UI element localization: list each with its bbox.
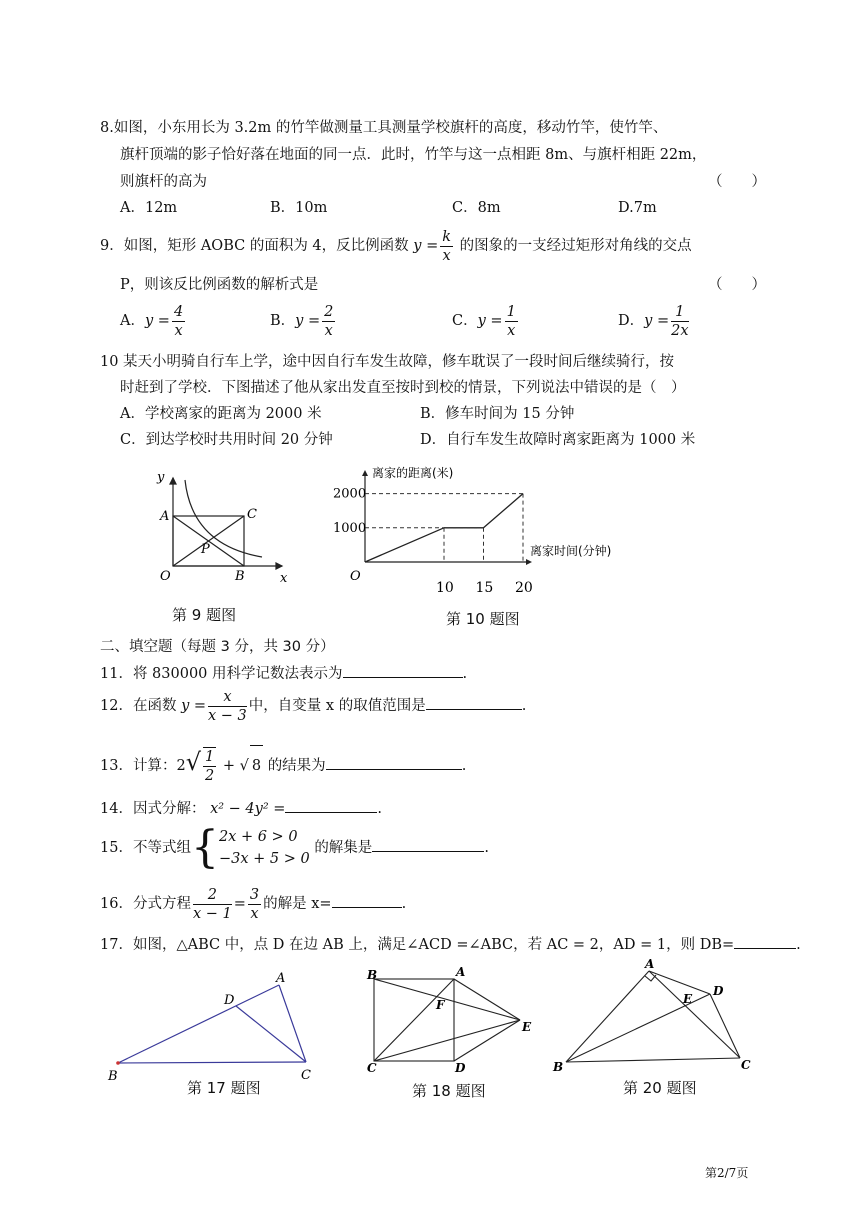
- fig18-label-b: B: [367, 968, 378, 982]
- fig9-label-b: B: [235, 569, 245, 584]
- q16-eq: =: [233, 896, 246, 912]
- q17-text: 17．如图，△ABC 中，点 D 在边 AB 上，满足∠ACD =∠ABC，若 AC = 2，AD = 1，则 DB=: [100, 937, 735, 953]
- q11-end: .: [462, 666, 468, 682]
- fig17-label-d: D: [224, 993, 235, 1008]
- q10-option-b: B．修车时间为 15 分钟: [420, 406, 575, 422]
- q8-option-a: A．12m: [120, 200, 178, 216]
- option-num: 1: [671, 303, 688, 322]
- fig20-label-a: A: [645, 957, 655, 971]
- option-num: 4: [173, 303, 184, 320]
- q13-coef: 2: [176, 758, 186, 774]
- fig17-label-a: A: [276, 971, 286, 986]
- sqrt-sign-icon: √: [239, 758, 249, 774]
- q12-post: 中，自变量 x 的取值范围是: [248, 698, 426, 714]
- y-tick-label: 2000: [333, 486, 367, 502]
- fig20-segment-ad: [649, 971, 710, 994]
- q16-pre: 16．分式方程: [100, 896, 191, 912]
- q9-func-num: k: [442, 228, 452, 245]
- fig9-label-x: x: [280, 571, 288, 586]
- q8-line1: 8.如图，小东用长为 3.2m 的竹竿做测量工具测量学校旗杆的高度，移动竹竿，使竹竿、: [100, 120, 668, 136]
- fig17-label-b: B: [108, 1069, 118, 1084]
- section-2-heading: 二、填空题（每题 3 分，共 30 分）: [100, 639, 335, 655]
- q15-eq2: −3x + 5 > 0: [218, 851, 310, 867]
- fig20-segment-dc: [710, 994, 740, 1058]
- q9-func-lhs: y =: [413, 238, 439, 254]
- fig18-label-c: C: [367, 1061, 377, 1075]
- fig20-side-ba: [566, 971, 649, 1062]
- q15-eq1: 2x + 6 > 0: [218, 829, 298, 845]
- fig9-caption: 第 9 题图: [172, 606, 237, 624]
- option-den: x: [507, 322, 516, 339]
- q16-num1: 2: [193, 886, 232, 905]
- q9-answer-paren: （ ）: [708, 277, 766, 293]
- fig17-label-c: C: [301, 1068, 311, 1083]
- q8-option-c: C．8m: [452, 200, 501, 216]
- q13-post: 的结果为: [267, 758, 326, 774]
- fig18-caption: 第 18 题图: [412, 1082, 486, 1100]
- q12-pre: 12．在函数: [100, 698, 177, 714]
- page-number: 第2/7页: [705, 1166, 749, 1180]
- option-den: x: [324, 322, 333, 339]
- fig20-caption: 第 20 题图: [623, 1079, 697, 1097]
- fig20-side-bc: [566, 1058, 740, 1062]
- chart-xlabel: 离家时间(分钟): [530, 544, 612, 558]
- chart-ylabel: 离家的距离(米): [372, 466, 454, 480]
- fig20-side-ac: [649, 971, 740, 1058]
- q13-plus: +: [222, 758, 235, 774]
- q16-den1: x − 1: [192, 905, 232, 922]
- q8-option-d: D.7m: [618, 200, 657, 216]
- option-den: 2x: [671, 322, 689, 339]
- q14-pre: 14．因式分解：: [100, 801, 206, 817]
- option-lhs: y =: [295, 313, 321, 329]
- fig18-label-a: A: [456, 965, 466, 979]
- fig18-label-d: D: [455, 1061, 466, 1075]
- q12-num: x: [208, 688, 247, 707]
- option-label: C．: [452, 313, 478, 329]
- q17-end: .: [796, 937, 801, 953]
- fig20-label-b: B: [553, 1060, 564, 1074]
- q16-den2: x: [250, 905, 259, 922]
- chart-origin: O: [350, 569, 361, 584]
- q13-den: 2: [204, 768, 215, 784]
- q11-text: 11．将 830000 用科学记数法表示为: [100, 666, 343, 682]
- q15-end: .: [484, 840, 489, 856]
- option-lhs: y =: [477, 313, 503, 329]
- q12-lhs: y =: [181, 698, 207, 714]
- q10-line2: 时赶到了学校．下图描述了他从家出发直至按时到校的情景，下列说法中错误的是（ ）: [120, 380, 686, 396]
- option-lhs: y =: [144, 313, 170, 329]
- q14-expr: x² − 4y² =: [210, 801, 286, 817]
- fig20-label-c: C: [741, 1058, 751, 1072]
- q16-end: .: [401, 896, 407, 912]
- q8-line2: 旗杆顶端的影子恰好落在地面的同一点．此时，竹竿与这一点相距 8m、与旗杆相距 22m，: [120, 147, 707, 163]
- fig20-label-d: D: [713, 984, 724, 998]
- fig18-label-f: F: [436, 998, 445, 1012]
- q10-option-c: C．到达学校时共用时间 20 分钟: [120, 432, 333, 448]
- option-label: B．: [270, 313, 296, 329]
- fig9-label-o: O: [160, 569, 171, 584]
- fig18-label-e: E: [522, 1020, 532, 1034]
- q8-line3: 则旗杆的高为: [120, 174, 207, 190]
- q10-option-a: A．学校离家的距离为 2000 米: [120, 406, 322, 422]
- q15-pre: 15．不等式组: [100, 840, 191, 856]
- option-label: A．: [120, 313, 145, 329]
- q13-end: .: [461, 758, 467, 774]
- q9-line2: P，则该反比例函数的解析式是: [120, 277, 319, 293]
- q10-line1: 10 某天小明骑自行车上学，途中因自行车发生故障，修车耽误了一段时间后继续骑行，按: [100, 354, 675, 370]
- option-den: x: [174, 322, 183, 339]
- option-num: 1: [506, 303, 516, 320]
- fig9-label-y: y: [157, 470, 165, 485]
- y-tick-label: 1000: [333, 520, 367, 536]
- q13-pre: 13．计算：: [100, 758, 177, 774]
- q8-answer-paren: （ ）: [708, 174, 766, 190]
- q9-text-pre: 9．如图，矩形 AOBC 的面积为 4，反比例函数: [100, 238, 409, 254]
- fig9-label-p: P: [201, 542, 210, 557]
- q16-num2: 3: [249, 886, 260, 903]
- x-tick-label: 15: [475, 580, 494, 596]
- fig17-caption: 第 17 题图: [187, 1079, 261, 1097]
- q16-post: 的解是 x=: [263, 896, 332, 912]
- option-num: 2: [324, 303, 334, 320]
- q14-end: .: [377, 801, 383, 817]
- q9-text-post: 的图象的一支经过矩形对角线的交点: [459, 238, 692, 254]
- fig10-caption: 第 10 题图: [446, 610, 520, 628]
- q15-post: 的解集是: [314, 840, 373, 856]
- q8-option-b: B．10m: [270, 200, 328, 216]
- option-lhs: y =: [644, 313, 670, 329]
- q13-root: 8: [250, 745, 263, 786]
- fig9-label-c: C: [247, 507, 257, 522]
- q9-func-den: x: [442, 247, 451, 264]
- q12-end: .: [521, 698, 527, 714]
- x-tick-label: 10: [436, 580, 454, 596]
- brace-icon: {: [190, 822, 219, 873]
- sqrt-sign-icon: √: [185, 748, 201, 776]
- q12-den: x − 3: [208, 707, 247, 724]
- fig9-label-a: A: [160, 509, 170, 524]
- fig20-label-e: E: [683, 992, 693, 1006]
- x-tick-label: 20: [515, 580, 533, 596]
- q13-num: 1: [204, 749, 215, 765]
- option-label: D．: [618, 313, 645, 329]
- q10-option-d: D．自行车发生故障时离家距离为 1000 米: [420, 432, 696, 448]
